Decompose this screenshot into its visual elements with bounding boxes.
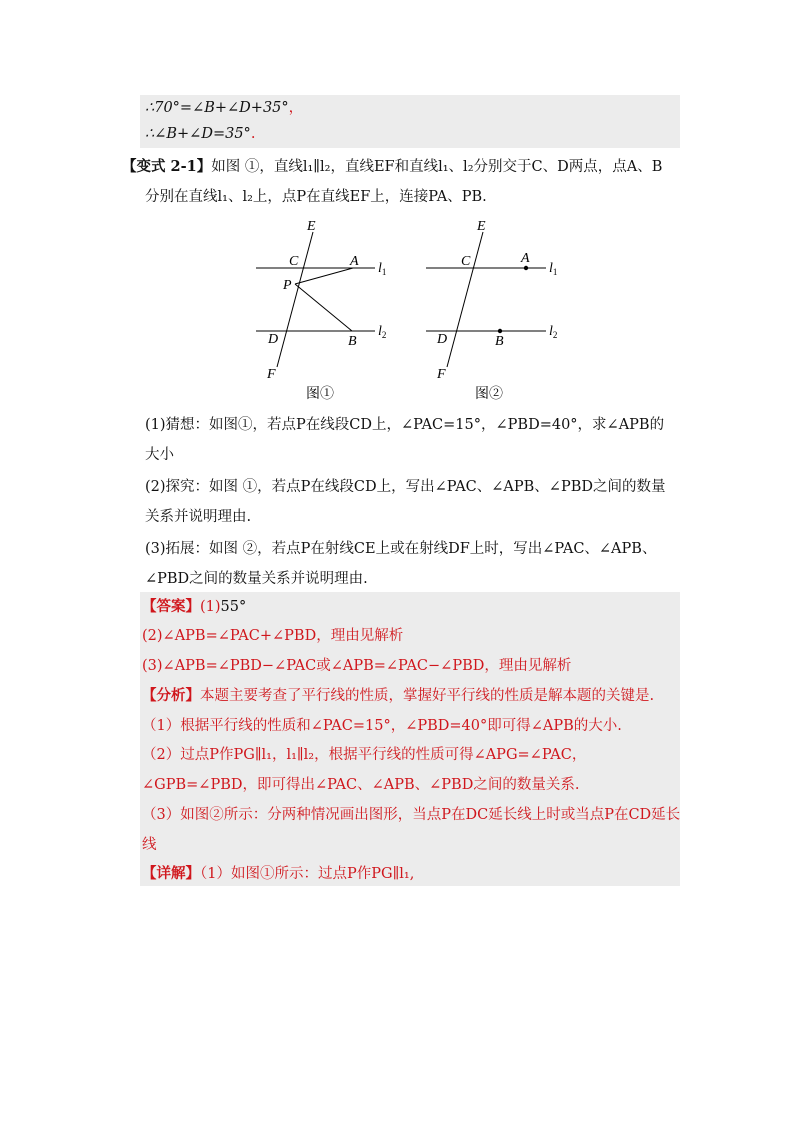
q3-line-2: ∠PBD之间的数量关系并说明理由. <box>145 571 368 587</box>
answer-1-value: 55° <box>220 599 247 615</box>
fig1-label-e: E <box>307 219 316 234</box>
fig2-label-e: E <box>477 219 486 234</box>
fig2-label-l2-main: l <box>549 324 553 339</box>
fig1-label-l2 <box>378 324 386 340</box>
answer-2-math: (2)∠APB=∠PAC+∠PBD <box>142 628 317 644</box>
answer-3-text: ，理由见解析 <box>484 658 572 674</box>
fig2-point-b <box>498 329 502 333</box>
q3-line-1: (3)拓展：如图 ②，若点P在射线CE上或在射线DF上时，写出∠PAC、∠APB、 <box>145 541 657 557</box>
top-line-1-math: ∴70°=∠B+∠D+35° <box>145 100 289 116</box>
fig1-label-c: C <box>289 254 299 269</box>
problem-line-2 <box>145 187 487 207</box>
fig2-caption: 图② <box>475 387 503 402</box>
analysis-intro: 本题主要考查了平行线的性质，掌握好平行线的性质是解本题的关键是. <box>200 688 655 704</box>
fig1-label-l1-main: l <box>378 261 382 276</box>
fig1-segment-pa <box>295 268 353 284</box>
fig2-label-l1-sub: 1 <box>552 267 558 277</box>
answer-3-math: (3)∠APB=∠PBD−∠PAC或∠APB=∠PAC−∠PBD <box>142 658 485 674</box>
fig1-label-f: F <box>267 367 276 382</box>
analysis-p2-line-2: ∠GPB=∠PBD，即可得出∠PAC、∠APB、∠PBD之间的数量关系. <box>142 777 580 793</box>
answer-line-2 <box>142 626 403 646</box>
fig2-label-c: C <box>461 254 471 269</box>
fig2-point-a <box>524 266 528 270</box>
fig1-line-ef <box>277 232 313 367</box>
answer-line-1 <box>142 597 246 617</box>
analysis-p2-line-1: （2）过点P作PG∥l₁，l₁∥l₂，根据平行线的性质可得∠APG=∠PAC， <box>142 747 587 763</box>
fig2-label-f: F <box>437 367 446 382</box>
analysis-p1: （1）根据平行线的性质和∠PAC=15°，∠PBD=40°即可得∠APB的大小. <box>142 718 622 734</box>
q2-line-1: (2)探究：如图 ①，若点P在线段CD上，写出∠PAC、∠APB、∠PBD之间的数量 <box>145 479 666 495</box>
top-line-2-punct: . <box>250 126 256 142</box>
answer-line-3 <box>142 656 571 676</box>
fig1-label-l1-sub: 1 <box>381 267 387 277</box>
fig1-segment-pb <box>295 284 352 331</box>
fig1-label-l1 <box>378 261 386 277</box>
detail-line <box>142 864 414 884</box>
detail-text: （1）如图①所示：过点P作PG∥l₁, <box>200 866 415 882</box>
answer-1-label: (1) <box>200 599 221 615</box>
problem-text-2: 分别在直线l₁、l₂上，点P在直线EF上，连接PA、PB. <box>145 189 487 205</box>
fig2-label-l1-main: l <box>549 261 553 276</box>
fig1-label-l2-main: l <box>378 324 382 339</box>
answer-2-text: ，理由见解析 <box>316 628 404 644</box>
analysis-tag: 【分析】 <box>142 687 200 704</box>
fig2-label-l1 <box>549 261 557 277</box>
problem-tag: 【变式 2-1】 <box>122 158 212 175</box>
analysis-line-intro <box>142 686 654 706</box>
top-line-1 <box>145 98 303 118</box>
fig1-label-p: P <box>283 278 292 293</box>
problem-line-1 <box>122 157 662 177</box>
analysis-p3-line-1: （3）如图②所示：分两种情况画出图形，当点P在DC延长线上时或当点P在CD延长 <box>142 807 681 823</box>
fig2-line-ef <box>447 232 483 367</box>
fig2-label-l2-sub: 2 <box>552 330 558 340</box>
fig1-label-a: A <box>350 254 359 269</box>
fig2-label-a: A <box>521 251 530 266</box>
top-line-1-punct: ， <box>288 100 304 116</box>
fig1-label-b: B <box>348 334 357 349</box>
fig2-label-l2 <box>549 324 557 340</box>
fig2-label-d: D <box>437 332 448 347</box>
fig1-label-l2-sub: 2 <box>381 330 387 340</box>
figure-1 <box>250 212 400 402</box>
q1-line-2: 大小 <box>145 447 174 463</box>
top-line-2 <box>145 124 255 144</box>
fig1-caption: 图① <box>306 387 334 402</box>
answer-tag: 【答案】 <box>142 598 200 615</box>
fig1-label-d: D <box>268 332 279 347</box>
top-line-2-math: ∴∠B+∠D=35° <box>145 126 251 142</box>
analysis-p3-line-2: 线 <box>142 837 157 853</box>
q1-line-1: (1)猜想：如图①，若点P在线段CD上，∠PAC=15°，∠PBD=40°，求∠APB的 <box>145 417 665 433</box>
q2-line-2: 关系并说明理由. <box>145 509 252 525</box>
figure-2 <box>420 212 570 402</box>
detail-tag: 【详解】 <box>142 865 200 882</box>
problem-text-1: 如图 ①，直线l₁∥l₂，直线EF和直线l₁、l₂分别交于C、D两点，点A、B <box>211 159 663 175</box>
fig2-label-b: B <box>495 334 504 349</box>
